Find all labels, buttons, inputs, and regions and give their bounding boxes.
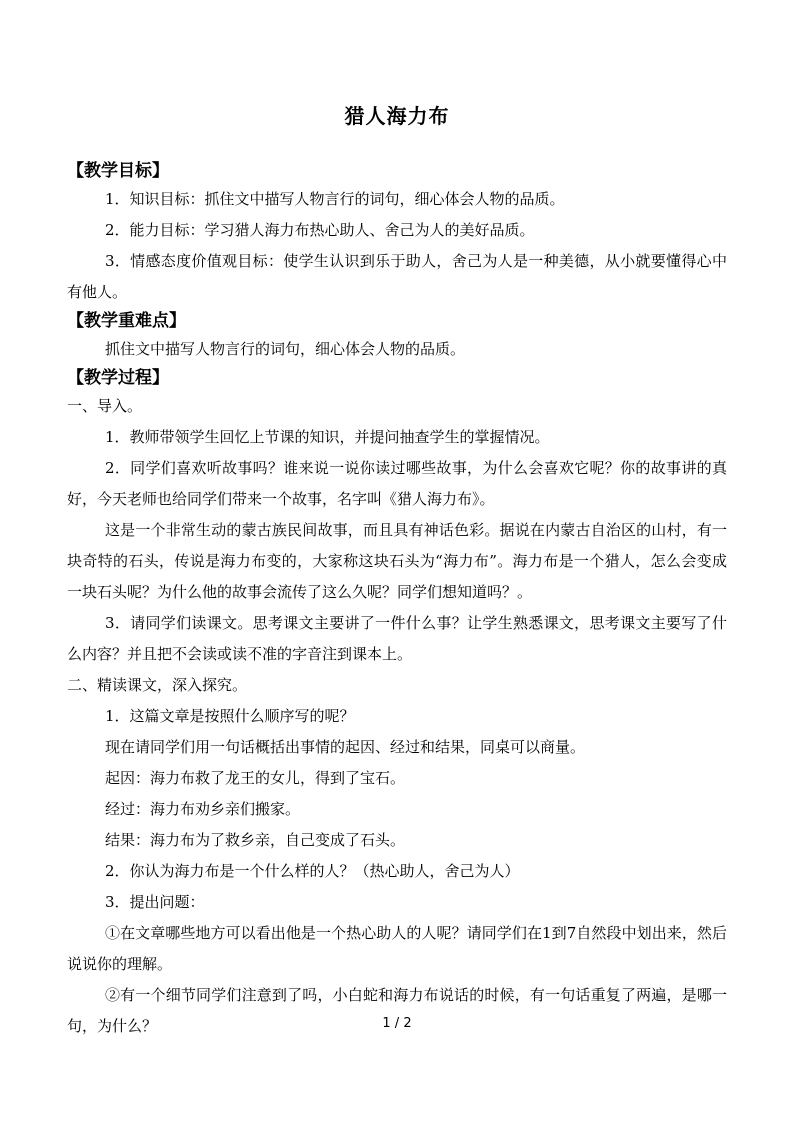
section-heading-goals: 【教学目标】 [67,161,169,181]
process-item: 结果：海力布为了救乡亲，自己变成了石头。 [105,831,406,849]
process-item: 1．这篇文章是按照什么顺序写的呢？ [105,707,355,725]
process-item: 起因：海力布救了龙王的女儿，得到了宝石。 [105,769,406,787]
goal-item: 3．情感态度价值观目标：使学生认识到乐于助人，舍己为人是一种美德，从小就要懂得心中有他人。 [67,252,727,301]
key-points-text: 抓住文中描写人物言行的词句，细心体会人物的品质。 [105,340,466,358]
section-heading-key-points: 【教学重难点】 [67,311,186,331]
process-item: ②有一个细节同学们注意到了吗，小白蛇和海力布说话的时候，有一句话重复了两遍，是哪一句，为什么？ [67,986,727,1035]
process-item: 3．请同学们读课文。思考课文主要讲了一件什么事？让学生熟悉课文，思考课文主要写了什么内容？并且把不会读或读不准的字音注到课本上。 [67,614,727,663]
page-number: 1 / 2 [382,1016,412,1031]
process-item: 1．教师带领学生回忆上节课的知识，并提问抽查学生的掌握情况。 [105,428,550,446]
section-heading-process: 【教学过程】 [67,368,169,388]
goal-item: 2．能力目标：学习猎人海力布热心助人、舍己为人的美好品质。 [105,221,535,239]
process-item: 3．提出问题： [105,893,205,911]
process-item: ①在文章哪些地方可以看出他是一个热心助人的人呢？请同学们在1到7自然段中划出来，然后说说你的理解。 [67,924,727,973]
process-part-title: 二、精读课文，深入探究。 [67,676,248,694]
process-item: 2．你认为海力布是一个什么样的人？（热心助人，舍己为人） [105,862,520,880]
process-item: 经过：海力布劝乡亲们搬家。 [105,800,301,818]
process-item: 这是一个非常生动的蒙古族民间故事，而且具有神话色彩。据说在内蒙古自治区的山村，有一块奇特的石头，传说是海力布变的，大家称这块石头为“海力布”。海力布是一个猎人，怎么会变成一块石头呢？为什么他的故事会流传了这么久呢？同学们想知道吗？。 [67,521,727,601]
process-part-title: 一、导入。 [67,397,143,415]
process-item: 现在请同学们用一句话概括出事情的起因、经过和结果，同桌可以商量。 [105,738,586,756]
goal-item: 1．知识目标：抓住文中描写人物言行的词句，细心体会人物的品质。 [105,190,565,208]
process-item: 2．同学们喜欢听故事吗？谁来说一说你读过哪些故事，为什么会喜欢它呢？你的故事讲的真好，今天老师也给同学们带来一个故事，名字叫《猎人海力布》。 [67,459,727,508]
document-title: 猎人海力布 [344,104,450,128]
document-body [67,158,727,1042]
